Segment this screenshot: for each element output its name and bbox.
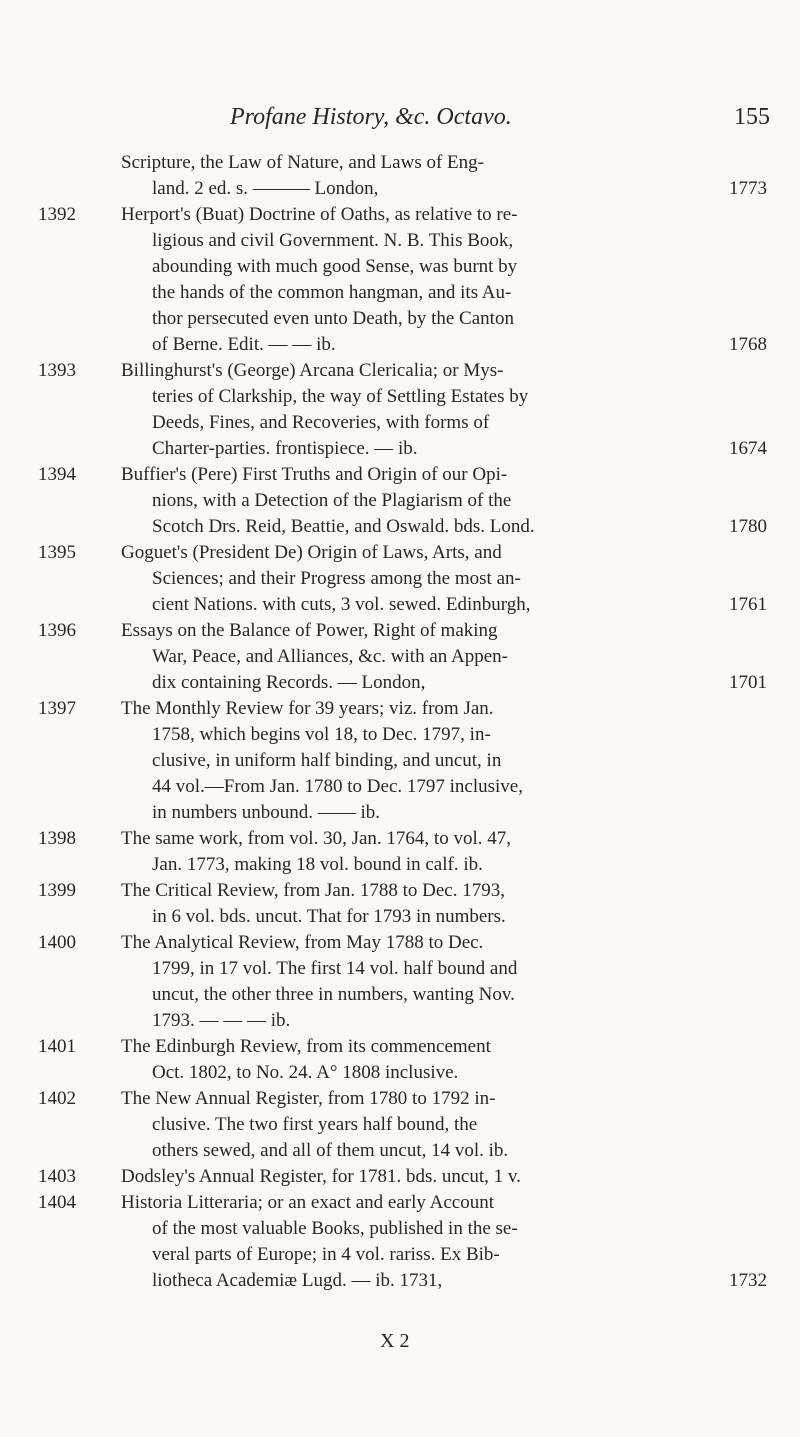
entry-line bbox=[0, 696, 800, 722]
entry-text: 1799, in 17 vol. The first 14 vol. half bound and bbox=[152, 958, 518, 979]
entry-text: Buffier's (Pere) First Truths and Origin of our Opi- bbox=[121, 464, 508, 485]
entry-line bbox=[0, 618, 800, 644]
entry-line bbox=[0, 592, 800, 618]
entry-text: The Edinburgh Review, from its commencement bbox=[121, 1036, 491, 1057]
catalogue-entry bbox=[0, 358, 800, 462]
entry-text: Dodsley's Annual Register, for 1781. bds. uncut, 1 v. bbox=[121, 1166, 521, 1187]
entry-text: 44 vol.—From Jan. 1780 to Dec. 1797 inclusive, bbox=[152, 776, 523, 797]
catalogue-entry bbox=[0, 150, 800, 202]
page-number: 155 bbox=[734, 104, 770, 130]
entry-number: 1394 bbox=[38, 464, 76, 485]
entry-text: Oct. 1802, to No. 24. A° 1808 inclusive. bbox=[152, 1062, 459, 1083]
entry-line bbox=[0, 202, 800, 228]
entry-line bbox=[0, 566, 800, 592]
entry-line bbox=[0, 280, 800, 306]
entry-text: ligious and civil Government. N. B. This Book, bbox=[152, 230, 514, 251]
entry-text: teries of Clarkship, the way of Settling Estates by bbox=[152, 386, 529, 407]
entry-year: 1674 bbox=[729, 438, 767, 459]
catalogue-entry bbox=[0, 878, 800, 930]
entry-number: 1400 bbox=[38, 932, 76, 953]
entry-text: of Berne. Edit. — — ib. bbox=[152, 334, 336, 355]
catalogue-entry bbox=[0, 1034, 800, 1086]
entry-text: Herport's (Buat) Doctrine of Oaths, as relative to re- bbox=[121, 204, 518, 225]
entry-year: 1701 bbox=[729, 672, 767, 693]
entry-line bbox=[0, 670, 800, 696]
entry-number: 1403 bbox=[38, 1166, 76, 1187]
entry-line bbox=[0, 540, 800, 566]
entry-text: Scripture, the Law of Nature, and Laws of Eng- bbox=[121, 152, 484, 173]
catalogue-entry bbox=[0, 618, 800, 696]
entry-line bbox=[0, 514, 800, 540]
entry-line bbox=[0, 1034, 800, 1060]
entry-text: veral parts of Europe; in 4 vol. rariss. Ex Bib- bbox=[152, 1244, 500, 1265]
entry-text: the hands of the common hangman, and its Au- bbox=[152, 282, 512, 303]
entry-line bbox=[0, 748, 800, 774]
entry-text: The same work, from vol. 30, Jan. 1764, to vol. 47, bbox=[121, 828, 511, 849]
entry-line bbox=[0, 852, 800, 878]
entry-text: of the most valuable Books, published in the se- bbox=[152, 1218, 518, 1239]
entry-text: nions, with a Detection of the Plagiarism of the bbox=[152, 490, 512, 511]
entry-text: abounding with much good Sense, was burnt by bbox=[152, 256, 518, 277]
entry-line bbox=[0, 1164, 800, 1190]
entry-text: Deeds, Fines, and Recoveries, with forms of bbox=[152, 412, 490, 433]
entry-line bbox=[0, 930, 800, 956]
catalogue-entry bbox=[0, 826, 800, 878]
catalogue-entry bbox=[0, 1086, 800, 1164]
entry-text: The Critical Review, from Jan. 1788 to Dec. 1793, bbox=[121, 880, 505, 901]
entry-text: Goguet's (President De) Origin of Laws, Arts, and bbox=[121, 542, 502, 563]
entry-line bbox=[0, 150, 800, 176]
entry-line bbox=[0, 332, 800, 358]
entry-year: 1768 bbox=[729, 334, 767, 355]
entry-year: 1761 bbox=[729, 594, 767, 615]
catalogue-entry bbox=[0, 202, 800, 358]
entry-line bbox=[0, 982, 800, 1008]
entry-number: 1402 bbox=[38, 1088, 76, 1109]
entry-text: Essays on the Balance of Power, Right of making bbox=[121, 620, 498, 641]
entry-text: uncut, the other three in numbers, wanting Nov. bbox=[152, 984, 515, 1005]
entry-number: 1395 bbox=[38, 542, 76, 563]
entry-line bbox=[0, 384, 800, 410]
entry-text: clusive. The two first years half bound, the bbox=[152, 1114, 478, 1135]
entry-line bbox=[0, 462, 800, 488]
entry-line bbox=[0, 644, 800, 670]
entry-text: Historia Litteraria; or an exact and early Account bbox=[121, 1192, 494, 1213]
entry-number: 1399 bbox=[38, 880, 76, 901]
entry-line bbox=[0, 1190, 800, 1216]
entry-year: 1732 bbox=[729, 1270, 767, 1291]
catalogue-entry bbox=[0, 1190, 800, 1294]
entry-line bbox=[0, 1060, 800, 1086]
entry-line bbox=[0, 1112, 800, 1138]
entry-line bbox=[0, 774, 800, 800]
entry-text: in 6 vol. bds. uncut. That for 1793 in numbers. bbox=[152, 906, 506, 927]
entry-text: Charter-parties. frontispiece. — ib. bbox=[152, 438, 418, 459]
entry-text: The Monthly Review for 39 years; viz. from Jan. bbox=[121, 698, 494, 719]
entry-number: 1404 bbox=[38, 1192, 76, 1213]
entry-text: Scotch Drs. Reid, Beattie, and Oswald. bds. Lond. bbox=[152, 516, 535, 537]
entry-text: Sciences; and their Progress among the most an- bbox=[152, 568, 521, 589]
running-header bbox=[230, 103, 770, 131]
entry-number: 1396 bbox=[38, 620, 76, 641]
entry-text: in numbers unbound. —— ib. bbox=[152, 802, 380, 823]
entry-line bbox=[0, 1086, 800, 1112]
entry-line bbox=[0, 904, 800, 930]
entry-text: The New Annual Register, from 1780 to 1792 in- bbox=[121, 1088, 496, 1109]
entry-line bbox=[0, 436, 800, 462]
entry-text: thor persecuted even unto Death, by the Canton bbox=[152, 308, 514, 329]
entry-line bbox=[0, 1138, 800, 1164]
entry-line bbox=[0, 1008, 800, 1034]
entry-text: dix containing Records. — London, bbox=[152, 672, 426, 693]
entry-line bbox=[0, 722, 800, 748]
entry-text: Jan. 1773, making 18 vol. bound in calf. ib. bbox=[152, 854, 483, 875]
catalogue-entry bbox=[0, 540, 800, 618]
catalogue-entries bbox=[0, 150, 800, 1294]
entry-line bbox=[0, 410, 800, 436]
entry-line bbox=[0, 1268, 800, 1294]
entry-number: 1398 bbox=[38, 828, 76, 849]
entry-text: land. 2 ed. s. ——— London, bbox=[152, 178, 379, 199]
entry-text: liotheca Academiæ Lugd. — ib. 1731, bbox=[152, 1270, 443, 1291]
catalogue-entry bbox=[0, 462, 800, 540]
entry-text: 1758, which begins vol 18, to Dec. 1797, in- bbox=[152, 724, 491, 745]
entry-text: 1793. — — — ib. bbox=[152, 1010, 291, 1031]
entry-line bbox=[0, 1216, 800, 1242]
entry-line bbox=[0, 488, 800, 514]
signature-mark: X 2 bbox=[380, 1330, 410, 1352]
entry-year: 1780 bbox=[729, 516, 767, 537]
entry-number: 1401 bbox=[38, 1036, 76, 1057]
catalogue-entry bbox=[0, 696, 800, 826]
entry-line bbox=[0, 306, 800, 332]
catalogue-entry bbox=[0, 930, 800, 1034]
entry-line bbox=[0, 878, 800, 904]
entry-text: cient Nations. with cuts, 3 vol. sewed. Edinburgh, bbox=[152, 594, 531, 615]
entry-line bbox=[0, 826, 800, 852]
entry-line bbox=[0, 228, 800, 254]
entry-line bbox=[0, 956, 800, 982]
entry-text: others sewed, and all of them uncut, 14 vol. ib. bbox=[152, 1140, 509, 1161]
entry-line bbox=[0, 254, 800, 280]
entry-line bbox=[0, 358, 800, 384]
entry-number: 1393 bbox=[38, 360, 76, 381]
entry-text: clusive, in uniform half binding, and uncut, in bbox=[152, 750, 502, 771]
entry-number: 1392 bbox=[38, 204, 76, 225]
catalogue-entry bbox=[0, 1164, 800, 1190]
entry-text: Billinghurst's (George) Arcana Clericalia; or Mys- bbox=[121, 360, 504, 381]
entry-text: The Analytical Review, from May 1788 to Dec. bbox=[121, 932, 484, 953]
entry-line bbox=[0, 176, 800, 202]
entry-line bbox=[0, 1242, 800, 1268]
entry-text: War, Peace, and Alliances, &c. with an Appen- bbox=[152, 646, 508, 667]
entry-line bbox=[0, 800, 800, 826]
entry-year: 1773 bbox=[729, 178, 767, 199]
entry-number: 1397 bbox=[38, 698, 76, 719]
header-title: Profane History, &c. Octavo. bbox=[230, 104, 512, 130]
